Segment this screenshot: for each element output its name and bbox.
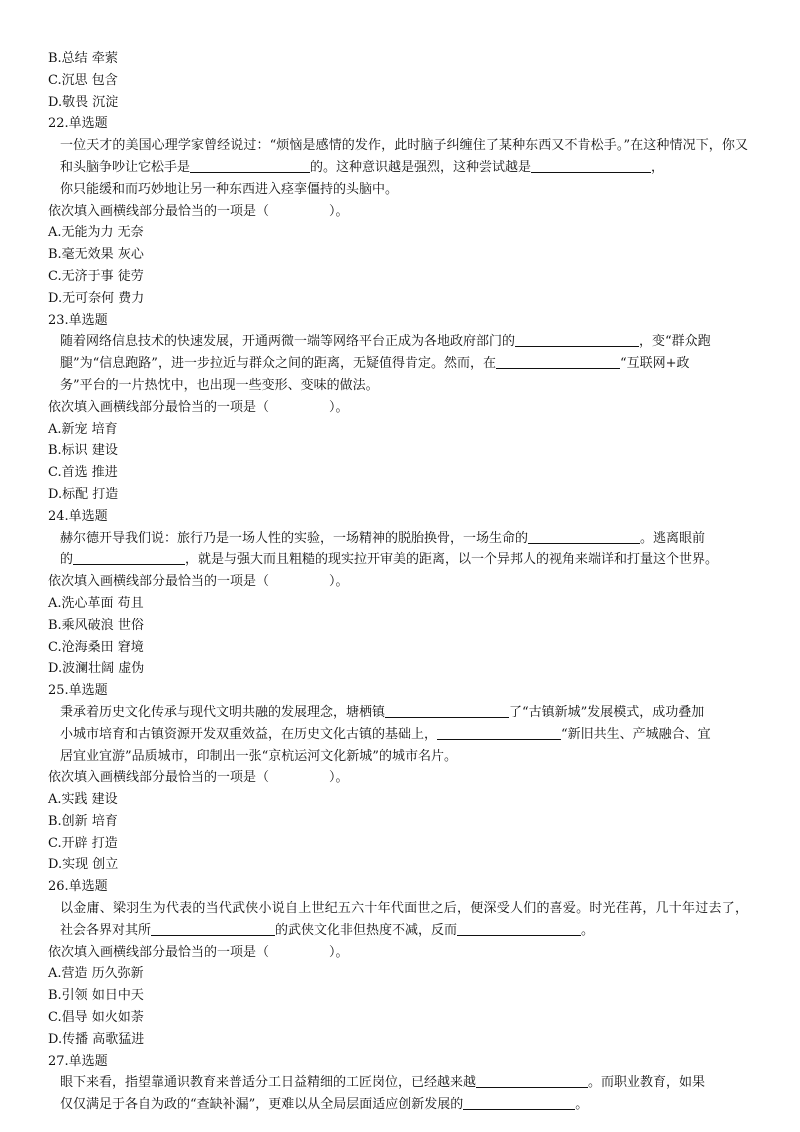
blank [476, 1073, 588, 1088]
q22-header: 22.单选题 [48, 116, 108, 132]
q23-header: 23.单选题 [48, 312, 108, 328]
q24-option-b[interactable]: B.乘风破浪 世俗 [48, 617, 144, 633]
q25-stem: 秉承着历史文化传承与现代文明共融的发展理念，塘栖镇 了“古镇新城”发展模式，成功叠加 小城市培育和古镇资源开发双重效益，在历史文化古镇的基础上， “新旧共生、产城融合、宜 居宜业宜游”品质城市，印制出一张“京杭运河文化新城”的城市名片。 [60, 704, 711, 764]
q22-prompt: 依次填入画横线部分最恰当的一项是（ ）。 [48, 203, 349, 219]
q26-prompt: 依次填入画横线部分最恰当的一项是（ ）。 [48, 944, 349, 960]
q25-option-b[interactable]: B.创新 培育 [48, 813, 118, 829]
q25-option-a[interactable]: A.实践 建设 [48, 792, 118, 808]
q25-prompt: 依次填入画横线部分最恰当的一项是（ ）。 [48, 770, 349, 786]
q22-option-d[interactable]: D.无可奈何 费力 [48, 290, 145, 306]
blank [437, 725, 561, 740]
q23-stem: 随着网络信息技术的快速发展，开通两微一端等网络平台正成为各地政府部门的 ，变“群众跑 腿”为“信息跑路”，进一步拉近与群众之间的距离，无疑值得肯定。然而，在 “互联网+政 务”平台的一片热忱中，也出现一些变形、变味的做法。 [60, 334, 711, 393]
q24-option-a[interactable]: A.洗心革面 苟且 [48, 595, 144, 611]
blank [190, 158, 310, 173]
q22-option-c[interactable]: C.无济于事 徒劳 [48, 268, 144, 284]
q24-prompt: 依次填入画横线部分最恰当的一项是（ ）。 [48, 574, 349, 590]
q21-option-b[interactable]: B.总结 牵萦 [48, 51, 118, 66]
q27-header: 27.单选题 [48, 1053, 108, 1069]
q26-option-d[interactable]: D.传播 高歌猛进 [48, 1031, 145, 1047]
q21-option-d[interactable]: D.敬畏 沉淀 [48, 94, 119, 110]
q26-stem: 以金庸、梁羽生为代表的当代武侠小说自上世纪五六十年代面世之后，便深受人们的喜爱。时光荏苒，几十年过去了，社会各界对其所 的武侠文化非但热度不减，反而 。 [60, 901, 748, 938]
q25-option-d[interactable]: D.实现 创立 [48, 857, 119, 873]
q24-stem: 赫尔德开导我们说：旅行乃是一场人性的实验，一场精神的脱胎换骨，一场生命的 。逃离眼前 的 ，就是与强大而且粗糙的现实拉开审美的距离，以一个异邦人的视角来端详和打量这个世界。 [60, 530, 719, 568]
q23-option-a[interactable]: A.新宠 培育 [48, 421, 118, 437]
q22-stem: 一位天才的美国心理学家曾经说过：“烦恼是感情的发作，此时脑子纠缠住了某种东西又不肯松手。”在这种情况下，你又和头脑争吵让它松手是 的。这种意识越是强烈，这种尝试越是 ， 你只能缓和而巧妙地让另一种东西进入痉挛僵持的头脑中。 [60, 138, 748, 197]
q24-header: 24.单选题 [48, 508, 108, 524]
q26-option-a[interactable]: A.营造 历久弥新 [48, 966, 144, 982]
q25-option-c[interactable]: C.开辟 打造 [48, 835, 118, 851]
q25-header: 25.单选题 [48, 683, 108, 699]
blank [528, 529, 640, 544]
blank [457, 921, 581, 936]
q22-option-b[interactable]: B.毫无效果 灰心 [48, 247, 144, 263]
q24-option-c[interactable]: C.沧海桑田 窘境 [48, 639, 144, 655]
q23-option-c[interactable]: C.首选 推进 [48, 465, 118, 481]
document-page [48, 48, 748, 1116]
q23-prompt: 依次填入画横线部分最恰当的一项是（ ）。 [48, 399, 349, 415]
q26-option-c[interactable]: C.倡导 如火如荼 [48, 1010, 144, 1026]
q23-option-b[interactable]: B.标识 建设 [48, 443, 118, 459]
blank [385, 703, 509, 718]
blank [463, 1095, 575, 1110]
q26-header: 26.单选题 [48, 879, 108, 895]
blank [151, 921, 275, 936]
q24-option-d[interactable]: D.波澜壮阔 虚伪 [48, 661, 145, 677]
q26-option-b[interactable]: B.引领 如日中天 [48, 988, 144, 1004]
q21-option-c[interactable]: C.沉思 包含 [48, 72, 118, 88]
blank [531, 158, 651, 173]
q22-option-a[interactable]: A.无能为力 无奈 [48, 225, 144, 241]
blank [73, 550, 185, 565]
q27-stem: 眼下来看，指望靠通识教育来普适分工日益精细的工匠岗位，已经越来越 。而职业教育，如果 仅仅满足于各自为政的“查缺补漏”，更难以从全局层面适应创新发展的 。 [60, 1075, 706, 1113]
q23-option-d[interactable]: D.标配 打造 [48, 486, 119, 502]
blank [515, 332, 639, 347]
blank [496, 354, 620, 369]
